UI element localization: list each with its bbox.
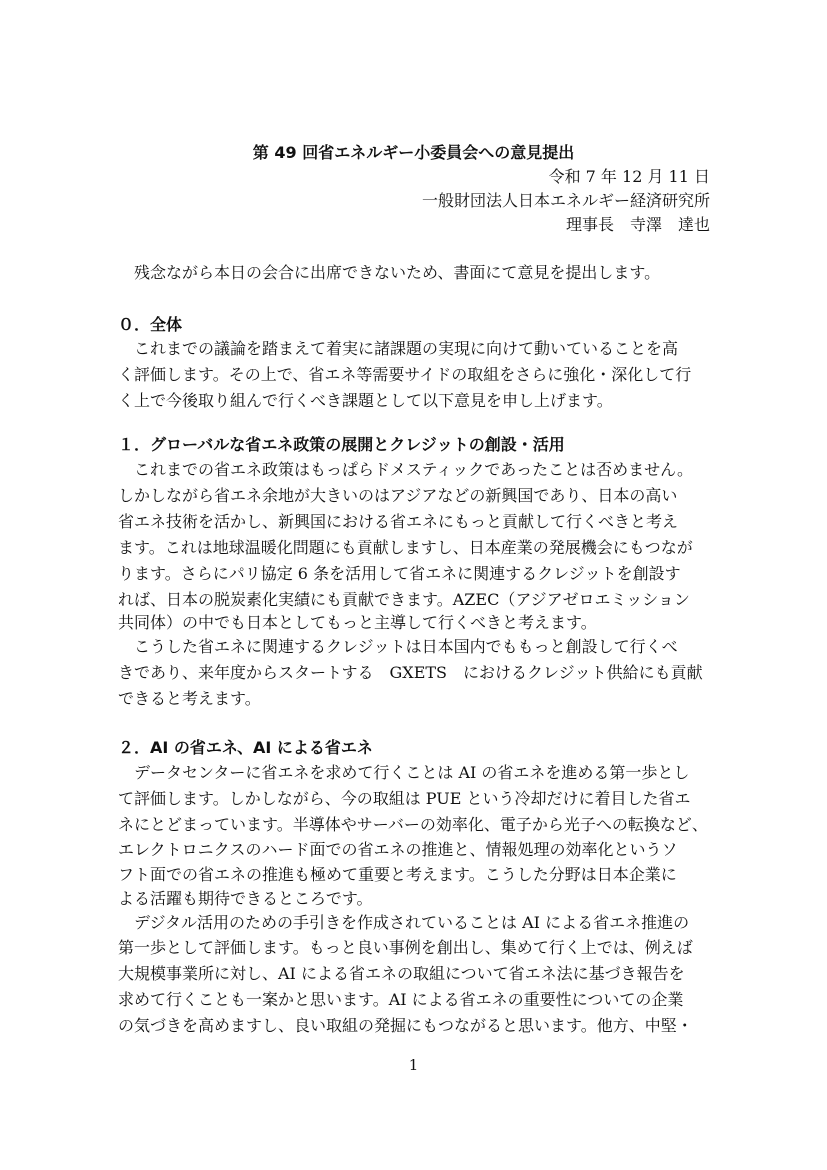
body-line: ネにとどまっています。半導体やサーバーの効率化、電子から光子への転換など、 xyxy=(118,815,708,834)
document-title: 第 49 回省エネルギー小委員会への意見提出 xyxy=(252,143,575,162)
intro-paragraph: 残念ながら本日の会合に出席できないため、書面にて意見を提出します。 xyxy=(118,263,661,282)
body-line: れば、日本の脱炭素化実績にも貢献できます。AZEC（アジアゼロエミッション xyxy=(118,590,690,609)
body-line: 求めて行くことも一案かと思います。AI による省エネの重要性についての企業 xyxy=(118,990,684,1009)
body-line: データセンターに省エネを求めて行くことは AI の省エネを進める第一歩とし xyxy=(118,763,690,782)
body-line: く評価します。その上で、省エネ等需要サイドの取組をさらに強化・深化して行 xyxy=(118,365,692,384)
body-line: く上で今後取り組んで行くべき課題として以下意見を申し上げます。 xyxy=(118,391,613,410)
body-line: これまでの省エネ政策はもっぱらドメスティックであったことは否めません。 xyxy=(118,460,694,479)
body-line: エレクトロニクスのハード面での省エネの推進と、情報処理の効率化というソ xyxy=(118,840,678,859)
body-line: これまでの議論を踏まえて着実に諸課題の実現に向けて動いていることを高 xyxy=(118,339,679,358)
body-line: デジタル活用のための手引きを作成されていることは AI による省エネ推進の xyxy=(118,913,690,932)
body-line: こうした省エネに関連するクレジットは日本国内でももっと創設して行くべ xyxy=(118,637,678,656)
body-line: て評価します。しかしながら、今の取組は PUE という冷却だけに着目した省エ xyxy=(118,789,691,808)
body-line: よる活躍も期待できるところです。 xyxy=(118,889,373,908)
body-line: 省エネ技術を活かし、新興国における省エネにもっと貢献して行くべきと考え xyxy=(118,512,679,531)
body-line: の気づきを高めますし、良い取組の発掘にもつながると思います。他方、中堅・ xyxy=(118,1016,693,1035)
body-line: しかしながら省エネ余地が大きいのはアジアなどの新興国であり、日本の高い xyxy=(118,486,678,505)
body-line: できると考えます。 xyxy=(118,689,261,708)
body-line: 大規模事業所に対し、AI による省エネの取組について省エネ法に基づき報告を xyxy=(118,964,685,983)
body-line: ります。さらにパリ協定 6 条を活用して省エネに関連するクレジットを創設す xyxy=(118,564,681,583)
section-heading: ２．AI の省エネ、AI による省エネ xyxy=(118,738,373,757)
body-line: 共同体）の中でも日本としてもっと主導して行くべきと考えます。 xyxy=(118,613,597,632)
page-number: 1 xyxy=(408,1056,419,1074)
body-line: 第一歩として評価します。もっと良い事例を創出し、集めて行く上では、例えば xyxy=(118,938,693,957)
section-heading: １．グローバルな省エネ政策の展開とクレジットの創設・活用 xyxy=(118,435,565,454)
organization-name: 一般財団法人日本エネルギー経済研究所 xyxy=(421,191,710,210)
body-line: フト面での省エネの推進も極めて重要と考えます。こうした分野は日本企業に xyxy=(118,865,677,884)
body-line: ます。これは地球温暖化問題にも貢献しますし、日本産業の発展機会にもつなが xyxy=(118,538,693,557)
signatory-name: 理事長 寺澤 達也 xyxy=(565,215,710,234)
section-heading: ０．全体 xyxy=(118,315,183,334)
body-line: きであり、来年度からスタートする GXETS におけるクレジット供給にも貢献 xyxy=(118,663,703,682)
document-date: 令和 7 年 12 月 11 日 xyxy=(548,167,710,186)
